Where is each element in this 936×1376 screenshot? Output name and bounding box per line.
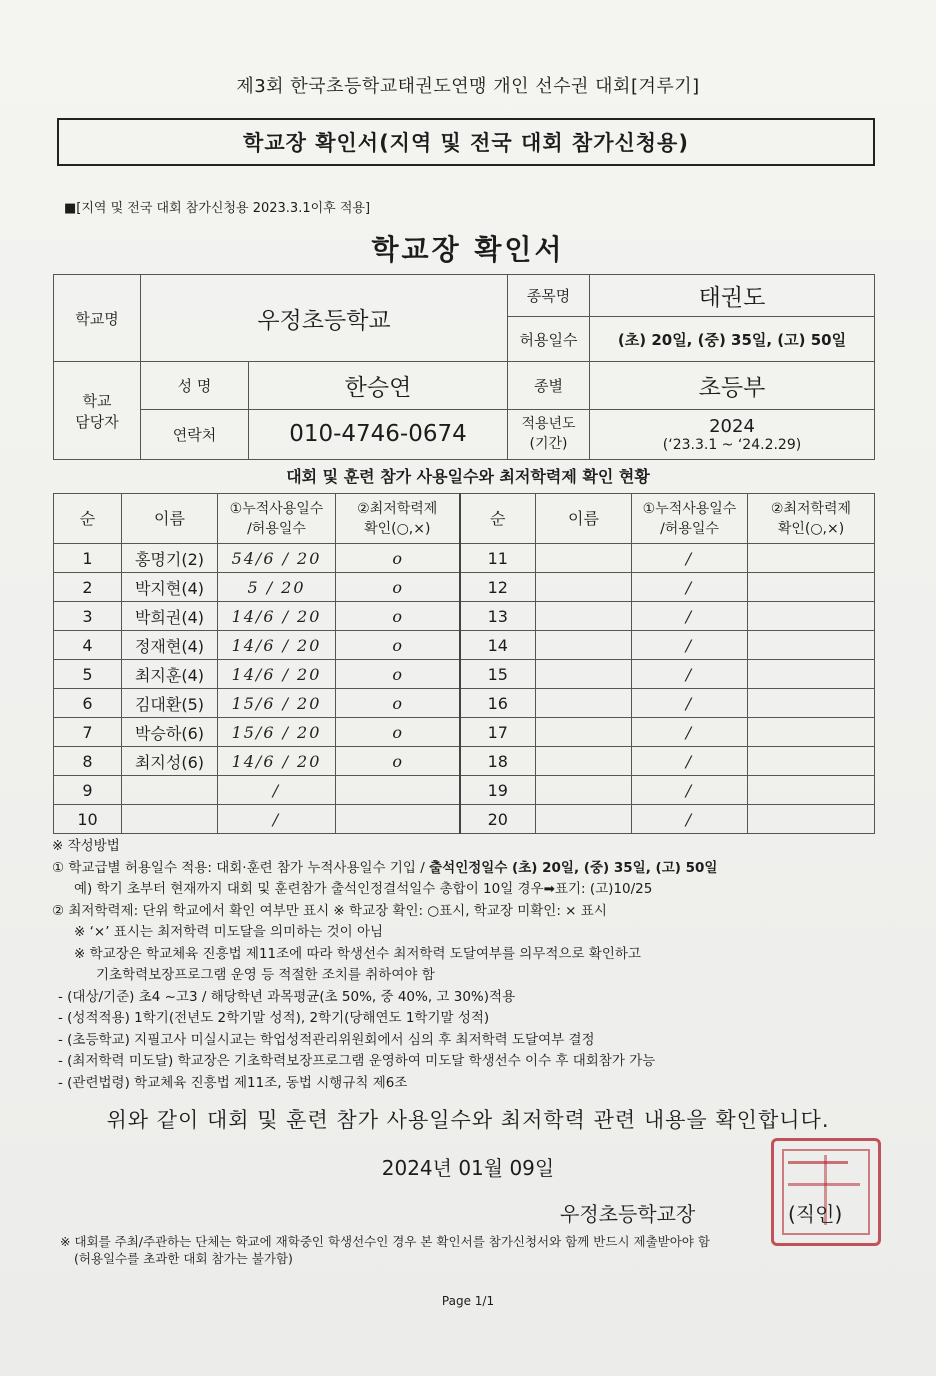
instructions-line: 기초학력보장프로그램 운영 등 적절한 조치를 취하여야 함: [96, 967, 435, 983]
days-used: /: [218, 805, 336, 834]
instructions-line: - (초등학교) 지필고사 미실시교는 학업성적관리위원회에서 심의 후 최저학력 도달여부 결정: [58, 1031, 595, 1048]
instructions-text: 예) 학기 초부터 현재까지 대회 및 훈련참가 출석인정결석일수 총합이 10일 경우: [74, 881, 544, 897]
header-days-right-line2: /허용일수: [660, 520, 719, 537]
athlete-name: [536, 776, 632, 805]
table-row: [54, 544, 875, 573]
school-name-field: 우정초등학교: [141, 275, 508, 362]
header-days-right: [632, 494, 748, 544]
row-number: 13: [460, 602, 536, 631]
instructions-line: - (최저학력 미도달) 학교장은 기초학력보장프로그램 운영하여 미도달 학생선수 이수 후 대회참가 가능: [58, 1053, 656, 1069]
manager-label: [54, 362, 141, 460]
table-row: [54, 718, 875, 747]
days-used: 14/6 / 20: [218, 631, 336, 660]
header-no-right: 순: [460, 494, 536, 544]
days-used: 15/6 / 20: [218, 718, 336, 747]
edu-check: [748, 631, 875, 660]
header-days-line2: /허용일수: [247, 520, 306, 537]
days-used: /: [218, 776, 336, 805]
athlete-name: [536, 718, 632, 747]
instructions-line: [52, 879, 717, 901]
year-value: 2024: [709, 415, 755, 437]
edu-check: [748, 718, 875, 747]
year-label-line1: 적용년도: [521, 416, 576, 433]
table-row: [54, 573, 875, 602]
edu-check: [748, 573, 875, 602]
form-title: 학교장 확인서(지역 및 전국 대회 참가신청용): [243, 131, 689, 155]
header-edu-line1: ②최저학력제: [357, 500, 438, 517]
row-number: 5: [54, 660, 122, 689]
athlete-name: [536, 689, 632, 718]
edu-check: [748, 747, 875, 776]
days-used: /: [632, 631, 748, 660]
days-used: /: [632, 602, 748, 631]
days-used: /: [632, 573, 748, 602]
row-number: 20: [460, 805, 536, 834]
table-row: [54, 631, 875, 660]
instructions-line: ※ ‘×’ 표시는 최저학력 미도달을 의미하는 것이 아님: [74, 924, 384, 940]
header-name: 이름: [122, 494, 218, 544]
row-number: 4: [54, 631, 122, 660]
instructions-bold: 출석인정일수 (초) 20일, (중) 35일, (고) 50일: [429, 859, 718, 876]
header-name-right: 이름: [536, 494, 632, 544]
footnote: [60, 1233, 710, 1267]
manager-label-line2: 담당자: [75, 412, 119, 431]
row-number: 17: [460, 718, 536, 747]
athlete-name: [536, 747, 632, 776]
instructions-heading: ※ 작성방법: [52, 838, 120, 854]
header-edu: [336, 494, 460, 544]
athlete-name: 최지훈(4): [122, 660, 218, 689]
days-used: /: [632, 776, 748, 805]
days-used: 5 / 20: [218, 573, 336, 602]
edu-check: [336, 776, 460, 805]
principal-title: 우정초등학교장: [560, 1202, 696, 1226]
edu-check: [748, 544, 875, 573]
athlete-name: 박희권(4): [122, 602, 218, 631]
athlete-name: 박승하(6): [122, 718, 218, 747]
table-row: [54, 805, 875, 834]
edu-check: o: [336, 573, 460, 602]
contact-field: 010-4746-0674: [249, 409, 508, 459]
edu-check: o: [336, 602, 460, 631]
row-number: 2: [54, 573, 122, 602]
name-label: 성 명: [141, 362, 249, 409]
issue-date: 2024년 01월 09일: [381, 1156, 555, 1180]
days-used: /: [632, 805, 748, 834]
athlete-name: 김대환(5): [122, 689, 218, 718]
instructions-line: - (성적적용) 1학기(전년도 2학기말 성적), 2학기(당해연도 1학기말 성적): [58, 1010, 490, 1026]
days-used: 54/6 / 20: [218, 544, 336, 573]
days-used: /: [632, 544, 748, 573]
contact-label: 연락처: [141, 409, 249, 459]
year-label: [508, 409, 590, 459]
edu-check: [748, 689, 875, 718]
row-number: 11: [460, 544, 536, 573]
athlete-name: [536, 631, 632, 660]
athlete-name: 정재현(4): [122, 631, 218, 660]
official-seal-icon: [771, 1138, 881, 1246]
category-label: 종별: [508, 362, 590, 409]
year-label-line2: (기간): [529, 436, 568, 453]
athlete-name: [536, 660, 632, 689]
form-title-box: [57, 118, 875, 166]
row-number: 3: [54, 602, 122, 631]
header-edu-line2: 확인(○,×): [364, 520, 431, 537]
table-row: [54, 689, 875, 718]
instructions: [52, 836, 717, 1094]
row-number: 15: [460, 660, 536, 689]
edu-check: o: [336, 747, 460, 776]
edu-check: o: [336, 544, 460, 573]
event-field: 태권도: [590, 275, 875, 317]
athlete-name: [536, 805, 632, 834]
athlete-name: [122, 805, 218, 834]
manager-name-field: 한승연: [249, 362, 508, 409]
edu-check: [748, 660, 875, 689]
days-used: /: [632, 660, 748, 689]
edu-check: o: [336, 631, 460, 660]
header-edu-right-line2: 확인(○,×): [777, 520, 845, 537]
edu-check: [748, 776, 875, 805]
header-days-right-line1: ①누적사용일수: [642, 500, 737, 517]
instructions-line: ② 최저학력제: 단위 학교에서 확인 여부만 표시 ※ 학교장 확인: ○표시, 학교장 미확인: × 표시: [52, 902, 607, 919]
header-edu-right-line1: ②최저학력제: [770, 500, 852, 517]
allowed-days-field: (초) 20일, (중) 35일, (고) 50일: [590, 317, 875, 362]
header-edu-right: [748, 494, 875, 544]
header-no: 순: [54, 494, 122, 544]
athlete-name: [536, 602, 632, 631]
school-info-table: [53, 274, 875, 460]
category-field: 초등부: [590, 362, 875, 409]
edu-check: o: [336, 689, 460, 718]
row-number: 8: [54, 747, 122, 776]
instructions-line: - (대상/기준) 초4 ~고3 / 해당학년 과목평균(초 50%, 중 40%, 고 30%)적용: [58, 988, 516, 1005]
footnote-line1: ※ 대회를 주최/주관하는 단체는 학교에 재학중인 학생선수인 경우 본 확인서를 참가신청서와 함께 반드시 제출받아야 함: [60, 1234, 710, 1249]
days-used: /: [632, 718, 748, 747]
edu-check: [748, 805, 875, 834]
row-number: 18: [460, 747, 536, 776]
row-number: 10: [54, 805, 122, 834]
records-title: 대회 및 훈련 참가 사용일수와 최저학력제 확인 현황: [286, 467, 650, 486]
competition-title: 제3회 한국초등학교태권도연맹 개인 선수권 대회[겨루기]: [236, 76, 700, 97]
days-used: /: [632, 689, 748, 718]
row-number: 16: [460, 689, 536, 718]
instructions-text: 표기: (고)10/25: [554, 881, 653, 897]
athlete-name: 박지현(4): [122, 573, 218, 602]
page-number: Page 1/1: [441, 1294, 495, 1308]
edu-check: o: [336, 660, 460, 689]
instructions-text: ① 학교급별 허용일수 적용: 대회·훈련 참가 누적사용일수 기입 /: [52, 859, 430, 876]
period-value: (‘23.3.1 ~ ‘24.2.29): [662, 436, 802, 453]
edu-check: [336, 805, 460, 834]
row-number: 6: [54, 689, 122, 718]
instructions-line: ※ 학교장은 학교체육 진흥법 제11조에 따라 학생선수 최저학력 도달여부를 의무적으로 확인하고: [74, 945, 641, 962]
table-row: [54, 602, 875, 631]
days-used: 14/6 / 20: [218, 602, 336, 631]
records-header-row: [54, 494, 875, 544]
row-number: 19: [460, 776, 536, 805]
table-row: [54, 776, 875, 805]
instructions-line: [52, 858, 717, 880]
row-number: 14: [460, 631, 536, 660]
athlete-name: [536, 573, 632, 602]
footnote-line2: (허용일수를 초과한 대회 참가는 불가함): [74, 1251, 293, 1266]
manager-label-line1: 학교: [82, 391, 112, 410]
header-days: [218, 494, 336, 544]
days-used: 14/6 / 20: [218, 660, 336, 689]
row-number: 7: [54, 718, 122, 747]
year-field: [590, 409, 875, 459]
days-used: 14/6 / 20: [218, 747, 336, 776]
row-number: 1: [54, 544, 122, 573]
header-days-line1: ①누적사용일수: [229, 500, 324, 517]
seal-label: (직인): [788, 1202, 843, 1226]
table-row: [54, 660, 875, 689]
athlete-name: 홍명기(2): [122, 544, 218, 573]
edu-check: o: [336, 718, 460, 747]
row-number: 12: [460, 573, 536, 602]
athlete-name: 최지성(6): [122, 747, 218, 776]
confirmation-statement: 위와 같이 대회 및 훈련 참가 사용일수와 최저학력 관련 내용을 확인합니다.: [106, 1108, 830, 1132]
athlete-records-table: [53, 493, 875, 834]
edu-check: [748, 602, 875, 631]
document-title: 학교장 확인서: [371, 233, 565, 266]
table-row: [54, 747, 875, 776]
application-notice: ■[지역 및 전국 대회 참가신청용 2023.3.1이후 적용]: [64, 201, 371, 216]
instructions-line: - (관련법령) 학교체육 진흥법 제11조, 동법 시행규칙 제6조: [58, 1074, 408, 1091]
days-used: 15/6 / 20: [218, 689, 336, 718]
arrow-icon: ➡: [543, 881, 555, 897]
days-used: /: [632, 747, 748, 776]
event-label: 종목명: [508, 275, 590, 317]
row-number: 9: [54, 776, 122, 805]
athlete-name: [122, 776, 218, 805]
athlete-name: [536, 544, 632, 573]
allowed-days-label: 허용일수: [508, 317, 590, 362]
school-label: 학교명: [54, 275, 141, 362]
